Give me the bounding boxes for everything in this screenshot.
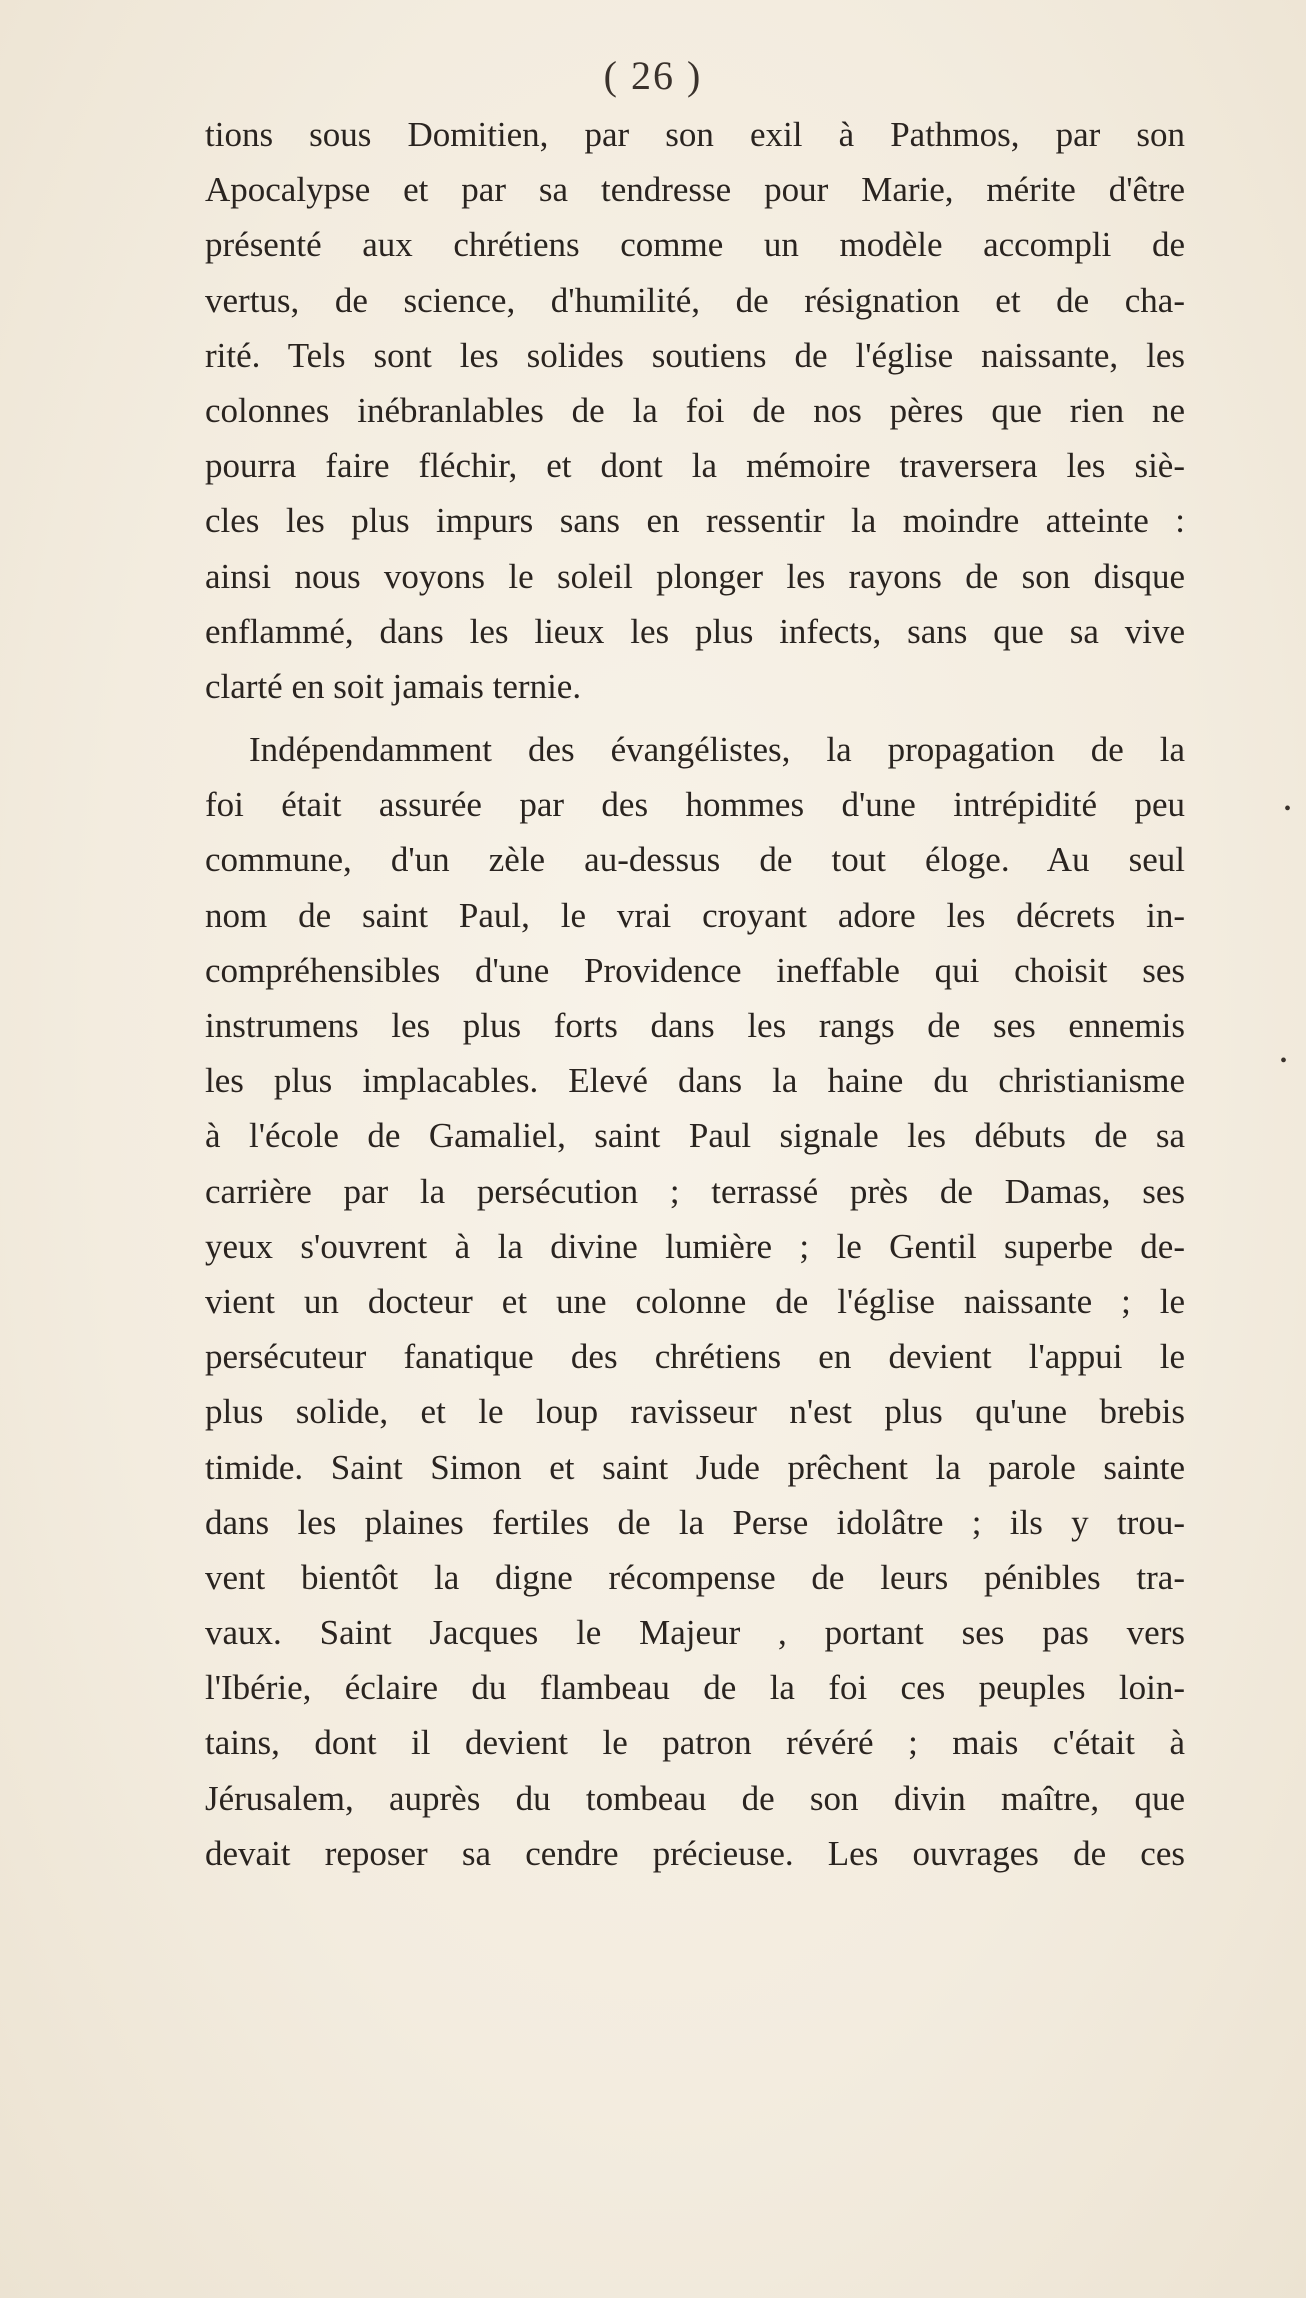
ink-speck: • [1284, 798, 1292, 820]
text-line: carrière par la persécution ; terrassé près de Damas, ses [205, 1171, 1185, 1211]
page-number: ( 26 ) [603, 53, 703, 98]
text-line: foi était assurée par des hommes d'une intrépidité peu [205, 785, 1185, 825]
text-line: l'Ibérie, éclaire du flambeau de la foi ces peuples loin- [205, 1668, 1185, 1708]
text-line: plus solide, et le loup ravisseur n'est plus qu'une brebis [205, 1392, 1185, 1432]
text-line: colonnes inébranlables de la foi de nos pères que rien ne [205, 390, 1185, 430]
text-line: rité. Tels sont les solides soutiens de l'église naissante, les [205, 335, 1185, 375]
text-line: à l'école de Gamaliel, saint Paul signale les débuts de sa [205, 1116, 1185, 1156]
text-line: Jérusalem, auprès du tombeau de son divin maître, que [205, 1778, 1185, 1818]
paragraph-2 [205, 722, 1185, 1881]
text-line: persécuteur fanatique des chrétiens en devient l'appui le [205, 1337, 1185, 1377]
text-line: compréhensibles d'une Providence ineffable qui choisit ses [205, 950, 1185, 990]
text-line: clarté en soit jamais ternie. [205, 666, 582, 706]
text-line: yeux s'ouvrent à la divine lumière ; le Gentil superbe de- [205, 1226, 1185, 1266]
text-line: vertus, de science, d'humilité, de résignation et de cha- [205, 280, 1185, 320]
text-line: tions sous Domitien, par son exil à Pathmos, par son [205, 115, 1185, 154]
ink-speck: • [1280, 1050, 1288, 1072]
text-line: instrumens les plus forts dans les rangs de ses ennemis [205, 1006, 1185, 1045]
text-line: tains, dont il devient le patron révéré ; mais c'était à [205, 1723, 1185, 1763]
text-line: Apocalypse et par sa tendresse pour Marie, mérite d'être [205, 170, 1185, 210]
text-line: vient un docteur et une colonne de l'église naissante ; le [205, 1281, 1185, 1321]
text-line: ainsi nous voyons le soleil plonger les rayons de son disque [205, 556, 1185, 596]
text-line: enflammé, dans les lieux les plus infects, sans que sa vive [205, 611, 1185, 651]
text-line: commune, d'un zèle au-dessus de tout éloge. Au seul [205, 840, 1185, 880]
text-line: timide. Saint Simon et saint Jude prêchent la parole sainte [205, 1447, 1185, 1487]
paragraph-gap [205, 714, 1185, 722]
text-line: cles les plus impurs sans en ressentir la moindre atteinte : [205, 501, 1185, 541]
text-line: Indépendamment des évangélistes, la propagation de la [249, 730, 1185, 770]
text-line: présenté aux chrétiens comme un modèle accompli de [205, 225, 1185, 265]
text-line: pourra faire fléchir, et dont la mémoire traversera les siè- [205, 446, 1185, 486]
text-line: dans les plaines fertiles de la Perse idolâtre ; ils y trou- [205, 1502, 1185, 1542]
paragraph-1 [205, 107, 1185, 714]
text-line: vent bientôt la digne récompense de leurs pénibles tra- [205, 1557, 1185, 1597]
text-line: devait reposer sa cendre précieuse. Les ouvrages de ces [205, 1833, 1185, 1873]
text-line: nom de saint Paul, le vrai croyant adore les décrets in- [205, 895, 1185, 935]
text-line: vaux. Saint Jacques le Majeur , portant ses pas vers [205, 1613, 1185, 1653]
body-text [205, 107, 1185, 1881]
text-line: les plus implacables. Elevé dans la haine du christianisme [205, 1061, 1185, 1101]
